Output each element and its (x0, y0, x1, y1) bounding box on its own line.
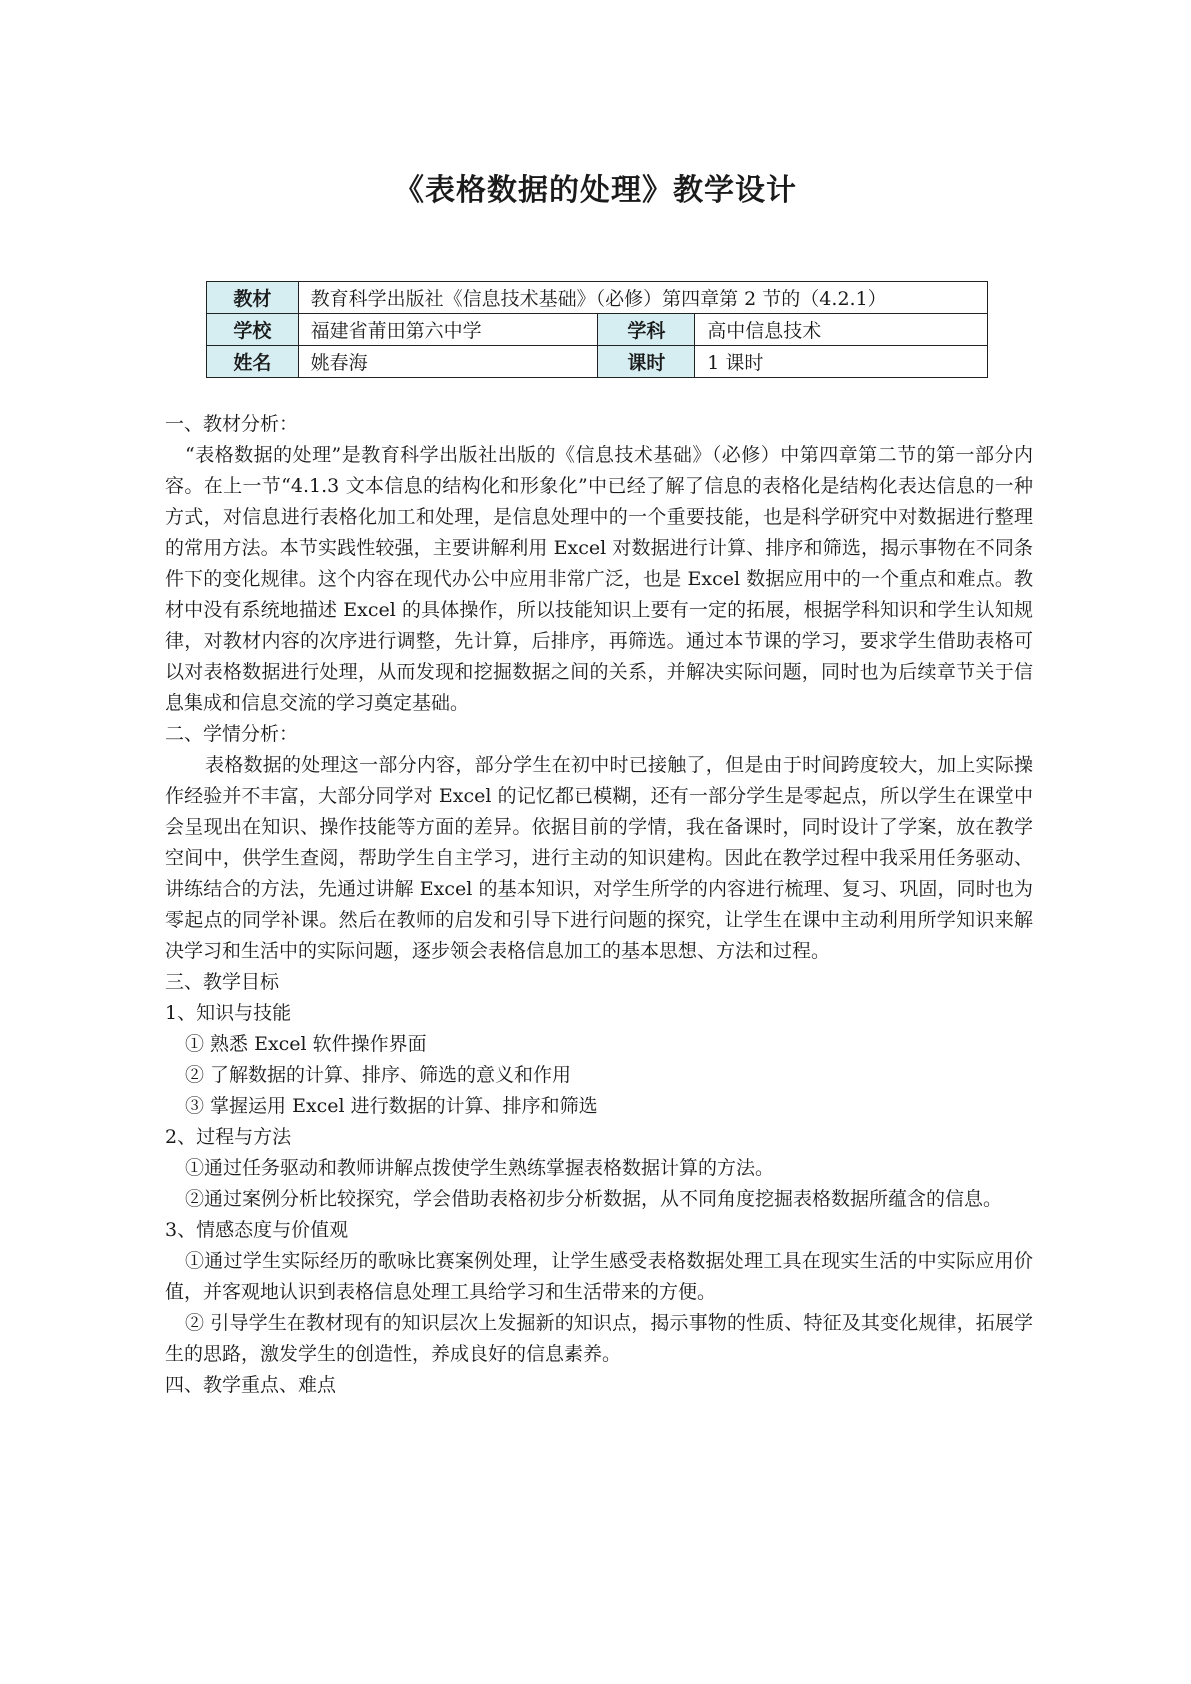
textbook-label: 教材 (207, 282, 299, 314)
subsection-heading: 2、过程与方法 (165, 1126, 292, 1148)
subject-label: 学科 (598, 314, 695, 346)
list-item: ①通过学生实际经历的歌咏比赛案例处理，让学生感受表格数据处理工具在现实生活的中实际应用价值，并客观地认识到表格信息处理工具给学习和生活带来的方便。 (165, 1250, 1033, 1303)
subsection-heading: 1、知识与技能 (165, 1002, 292, 1024)
section-heading: 三、教学目标 (165, 971, 280, 993)
page-title: 《表格数据的处理》教学设计 (394, 173, 797, 208)
hours-value: 1 课时 (695, 346, 988, 378)
list-item: ②通过案例分析比较探究，学会借助表格初步分析数据，从不同角度挖掘表格数据所蕴含的信息。 (185, 1188, 1003, 1210)
list-item: ② 了解数据的计算、排序、筛选的意义和作用 (185, 1064, 572, 1086)
document-body (165, 409, 1033, 1401)
hours-label: 课时 (598, 346, 695, 378)
list-item: ① 熟悉 Excel 软件操作界面 (185, 1033, 427, 1055)
section-heading: 一、教材分析： (165, 413, 299, 435)
list-item: ③ 掌握运用 Excel 进行数据的计算、排序和筛选 (185, 1095, 598, 1117)
name-value: 姚春海 (298, 346, 598, 378)
table-row (207, 282, 988, 314)
school-label: 学校 (207, 314, 299, 346)
name-label: 姓名 (207, 346, 299, 378)
table-row (207, 314, 988, 346)
list-item: ①通过任务驱动和教师讲解点拨使学生熟练掌握表格数据计算的方法。 (185, 1157, 775, 1179)
info-table (206, 281, 988, 378)
list-item: ② 引导学生在教材现有的知识层次上发掘新的知识点，揭示事物的性质、特征及其变化规律，拓展学生的思路，激发学生的创造性，养成良好的信息素养。 (165, 1312, 1033, 1365)
textbook-value: 教育科学出版社《信息技术基础》（必修）第四章第 2 节的（4.2.1） (298, 282, 987, 314)
table-row (207, 346, 988, 378)
section-heading: 二、学情分析： (165, 723, 299, 745)
school-value: 福建省莆田第六中学 (298, 314, 598, 346)
paragraph: “表格数据的处理”是教育科学出版社出版的《信息技术基础》（必修）中第四章第二节的第一部分内容。在上一节“4.1.3 文本信息的结构化和形象化”中已经了解了信息的表格化是结构化表达信息的一种方式，对信息进行表格化加工和处理，是信息处理中的一个重要技能，也是科学研究中对数据进行整理的常用方法。本节实践性较强，主要讲解利用 Excel 对数据进行计算、排序和筛选，揭示事物在不同条件下的变化规律。这个内容在现代办公中应用非常广泛，也是 Excel 数据应用中的一个重点和难点。教材中没有系统地描述 Excel 的具体操作，所以技能知识上要有一定的拓展，根据学科知识和学生认知规律，对教材内容的次序进行调整，先计算，后排序，再筛选。通过本节课的学习，要求学生借助表格可以对表格数据进行处理，从而发现和挖掘数据之间的关系，并解决实际问题，同时也为后续章节关于信息集成和信息交流的学习奠定基础。 (165, 444, 1033, 714)
subject-value: 高中信息技术 (695, 314, 988, 346)
subsection-heading: 3、情感态度与价值观 (165, 1219, 349, 1241)
paragraph: 表格数据的处理这一部分内容，部分学生在初中时已接触了，但是由于时间跨度较大，加上实际操作经验并不丰富，大部分同学对 Excel 的记忆都已模糊，还有一部分学生是零起点，所以学生在课堂中会呈现出在知识、操作技能等方面的差异。依据目前的学情，我在备课时，同时设计了学案，放在教学空间中，供学生查阅，帮助学生自主学习，进行主动的知识建构。因此在教学过程中我采用任务驱动、讲练结合的方法，先通过讲解 Excel 的基本知识，对学生所学的内容进行梳理、复习、巩固，同时也为零起点的同学补课。然后在教师的启发和引导下进行问题的探究，让学生在课中主动利用所学知识来解决学习和生活中的实际问题，逐步领会表格信息加工的基本思想、方法和过程。 (165, 754, 1033, 962)
section-heading: 四、教学重点、难点 (165, 1374, 337, 1396)
